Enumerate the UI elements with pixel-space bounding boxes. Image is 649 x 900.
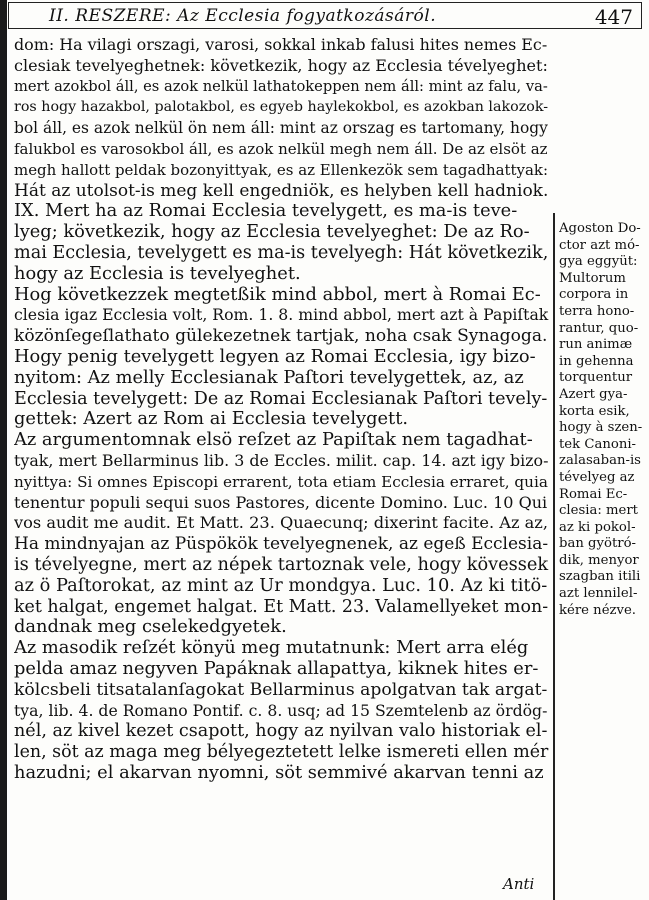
margin-note-line: kére nézve.	[559, 602, 636, 618]
margin-note-line: rantur, quo-	[559, 320, 639, 336]
main-text-column	[14, 35, 550, 784]
text-line: ros hogy hazakbol, palotakbol, es egyeb haylekokbol, es azokban lakozok-	[14, 99, 549, 116]
margin-note-line: in gehenna	[559, 353, 634, 369]
text-line: gettek: Azert az Rom ai Ecclesia tevelygett.	[14, 409, 409, 430]
text-line: dom: Ha vilagi orszagi, varosi, sokkal inkab falusi hites nemes Ec-	[14, 35, 548, 54]
text-line: mai Ecclesia, tevelygett es ma-is tevelyegh: Hát következik,	[14, 242, 549, 263]
text-line: közönſegeſlathato gülekezetnek tartjak, noha csak Synagoga.	[14, 326, 548, 347]
text-line: Hog következzek megtetßik mind abbol, mert à Romai Ec-	[14, 284, 541, 305]
text-line: clesiak tevelyeghetnek: következik, hogy az Ecclesia tévelyeghet:	[14, 55, 548, 75]
text-line: bol áll, es azok nelkül ön nem áll: mint az orszag es tartomany, hogy	[14, 119, 548, 138]
margin-note-line: corpora in	[559, 287, 629, 303]
margin-note-line: zalasaban-is	[559, 453, 641, 469]
text-line: len, söt az maga meg bélyegeztetett lelke ismereti ellen mér	[14, 742, 549, 763]
text-line: Ha mindnyajan az Püspökök tevelyegnenek, az egeß Ecclesia-	[14, 534, 549, 555]
text-line: is tévelyegne, mert az népek tartoznak vele, hogy kövessek	[14, 554, 549, 575]
page-edge-shadow	[0, 0, 7, 900]
margin-note-line: Azert gya-	[559, 386, 628, 402]
margin-note-line: Agoston Do-	[559, 221, 641, 236]
page-number: 447	[594, 5, 633, 29]
text-line: Ecclesia tevelygett: De az Romai Ecclesianak Paſtori tevely-	[14, 388, 548, 409]
text-line: nél, az kivel kezet csapott, hogy az nyilvan valo historiak el-	[14, 721, 548, 742]
margin-note-line: tévelyeg az	[559, 469, 635, 485]
margin-note	[559, 221, 645, 619]
margin-note-line: az ki pokol-	[559, 519, 636, 535]
text-line: megh hallott peldak bozonyittyak, es az Ellenkezök sem tagadhattyak:	[14, 160, 549, 179]
running-header	[8, 2, 642, 29]
margin-note-line: korta esik,	[559, 403, 630, 419]
margin-note-line: ban gyötró-	[559, 536, 637, 552]
text-line: Az masodik reſzét könyü meg mutatnunk: Mert arra elég	[14, 638, 529, 659]
text-line: Az argumentomnak elsö reſzet az Papiſtak nem tagadhat-	[14, 430, 533, 451]
text-line: tenentur populi sequi suos Pastores, dicente Domino. Luc. 10 Qui	[14, 492, 548, 512]
text-line: nyitom: Az melly Ecclesianak Paſtori tevelygettek, az, az	[14, 367, 524, 388]
margin-note-line: azt lennilel-	[559, 586, 638, 602]
text-line: lyeg; következik, hogy az Ecclesia tevelyeghet: De az Ro-	[14, 222, 530, 243]
margin-note-line: tek Canoni-	[559, 436, 637, 452]
text-line: falukbol es varosokbol áll, es azok nelkül megh nem áll. De az elsöt az	[14, 139, 548, 158]
text-line: clesia igaz Ecclesia volt, Rom. 1. 8. mind abbol, mert azt à Papiſtak	[14, 305, 549, 325]
text-line: Hogy penig tevelygett legyen az Romai Ecclesia, igy bizo-	[14, 346, 536, 367]
margin-note-line: dik, menyor	[559, 552, 639, 568]
margin-note-line: ctor azt mó-	[559, 237, 640, 253]
margin-note-line: hogy à szen-	[559, 420, 643, 436]
text-line: hazudni; el akarvan nyomni, söt semmivé akarvan tenni az	[14, 762, 544, 783]
text-line: vos audit me audit. Et Matt. 23. Quaecunq; dixerint facite. Az az,	[14, 513, 548, 533]
text-line: IX. Mert ha az Romai Ecclesia tevelygett, es ma-is teve-	[14, 201, 518, 222]
margin-note-line: szagban itili	[559, 569, 641, 585]
margin-note-line: terra hono-	[559, 303, 635, 319]
margin-note-line: clesia: mert	[559, 503, 638, 519]
text-line: Hát az utolsot-is meg kell engedniök, es helyben kell hadniok.	[14, 180, 549, 201]
catchword: Anti	[503, 875, 535, 893]
text-line: tyak, mert Bellarminus lib. 3 de Eccles. milit. cap. 14. azt igy bizo-	[14, 450, 549, 470]
text-line: az ö Paſtorokat, az mint az Ur mondgya. Luc. 10. Az ki titö-	[14, 575, 548, 596]
text-line: tya, lib. 4. de Romano Pontif. c. 8. usq; ad 15 Szemtelenb az ördög-	[14, 700, 548, 720]
text-line: nyittya: Si omnes Episcopi errarent, tota etiam Ecclesia erraret, quia	[14, 472, 548, 491]
header-title: II. RESZERE: Az Ecclesia fogyatkozásáról.	[49, 6, 437, 26]
margin-note-line: gya eggyüt:	[559, 254, 638, 270]
text-line: hogy az Ecclesia is tevelyeghet.	[14, 263, 301, 284]
margin-note-line: Romai Ec-	[559, 486, 628, 502]
text-line: ket halgat, engemet halgat. Et Matt. 23. Valamellyeket mon-	[14, 596, 549, 617]
text-line: pelda amaz negyven Papáknak allapattya, kiknek hites er-	[14, 658, 539, 679]
margin-note-line: Multorum	[559, 270, 626, 286]
text-line: mert azokbol áll, es azok nelkül lathatokeppen nem áll: mint az falu, va-	[14, 77, 548, 95]
text-line: kölcsbeli titsatalanſagokat Bellarminus apolgatvan tak argat-	[14, 679, 548, 700]
margin-note-line: torquentur	[559, 370, 633, 386]
margin-rule	[553, 213, 555, 900]
margin-note-line: run animæ	[559, 337, 633, 353]
text-line: dandnak meg cselekedgyetek.	[14, 617, 287, 638]
